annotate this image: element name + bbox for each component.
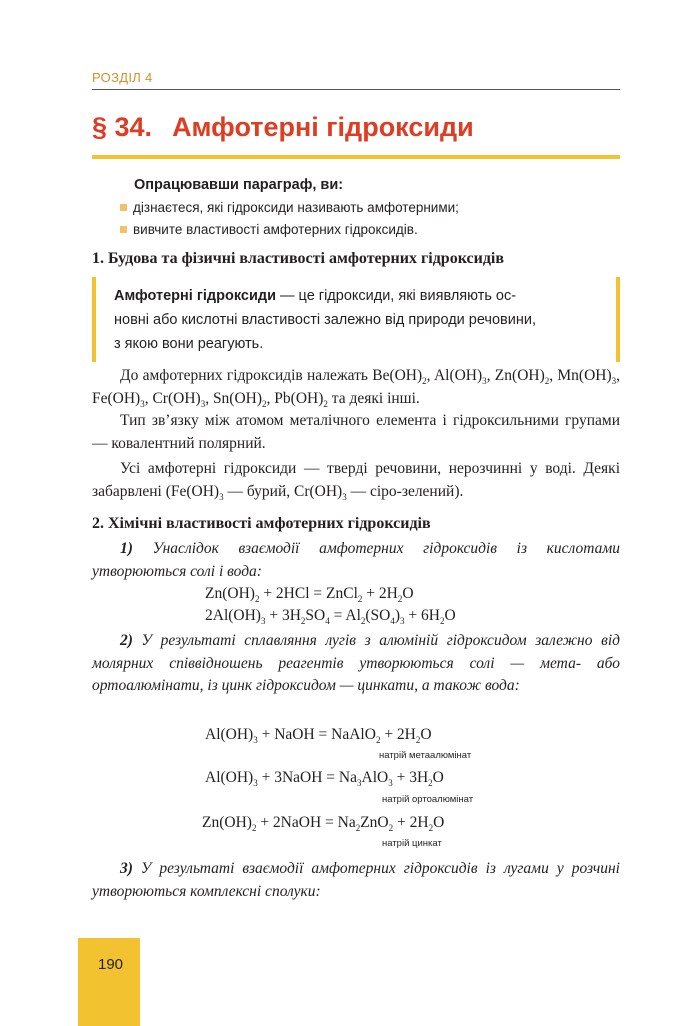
section-1-heading: 1. Будова та фізичні властивості амфотерних гідроксидів	[92, 250, 505, 267]
page-number: 190	[98, 956, 124, 973]
equation-4: $Al(OH)_3$ + 3NaOH = $Na_3AlO_3 + 3H_2O$	[205, 769, 444, 789]
section-label: РОЗДІЛ 4	[92, 70, 153, 85]
statement-1: 1) Унаслідок взаємодії амфотерних гідроксидів із кислотами утворюються солі і вода:	[92, 540, 620, 580]
definition-bar-left	[92, 277, 96, 362]
title-rule	[92, 155, 620, 159]
definition-text: Амфотерні гідроксиди — це гідроксиди, які виявляють ос- новні або кислотні властивості залежно від природи речовини, з якою вони реагують.	[114, 288, 536, 352]
equation-2: $2Al(OH)_3 + 3H_2SO_4 = Al_2(SO_4)_3 + 6H_2O$	[205, 607, 456, 627]
caption-orthoaluminate: натрій ортоалюмінат	[382, 794, 474, 805]
statement-2: 2) У результаті сплавляння лугів з алюміній гідроксидом залежно від молярних співвідношень реагентів утворюються солі — мета- або ортоалюмінати, із цинк гідроксидом — цинкати, а також вода:	[92, 632, 620, 694]
title-text: Амфотерні гідроксиди	[172, 112, 474, 142]
equation-1: $Zn(OH)_2 + 2HCl$ = ZnCl$_2$ + $2H_2O$	[205, 585, 414, 605]
definition-box	[92, 277, 620, 362]
intro-bullet: вивчите властивості амфотерних гідроксидів.	[120, 222, 418, 237]
intro-heading: Опрацювавши параграф, ви:	[134, 177, 344, 193]
header-rule	[92, 89, 620, 90]
section-2-heading: 2. Хімічні властивості амфотерних гідроксидів	[92, 515, 431, 532]
bullet-square-icon	[120, 204, 127, 211]
caption-zincate: натрій цинкат	[382, 838, 442, 849]
paragraph-bond-type: Тип зв’язку між атомом металічного елемента і гідроксильними групами — ковалентний полярний.	[92, 412, 620, 452]
statement-3: 3) У результаті взаємодії амфотерних гідроксидів із лугами у розчині утворюються комплексні сполуки:	[92, 860, 620, 900]
page-title	[92, 112, 474, 143]
paragraph-list-of-hydroxides: До амфотерних гідроксидів належать $Be(OH)_2$, $Al(OH)_3$, $Zn(OH)_2$, $Mn(OH)_3$, $Fe(OH)_3$, $Cr(OH)_3$, $Sn(OH)_2$, $Pb(OH)_2$ та деякі інші.	[92, 367, 621, 409]
equation-5: $Zn(OH)_2$ + 2NaOH = $Na_2ZnO_2 + 2H_2O$	[202, 814, 445, 834]
definition-bar-right	[616, 277, 620, 362]
page-number-tab	[78, 938, 140, 1026]
intro-bullet: дізнаєтеся, які гідроксиди називають амфотерними;	[120, 200, 459, 215]
equation-3: $Al(OH)_3$ + NaOH = NaAlO$_2$ + $2H_2O$	[205, 726, 432, 746]
bullet-square-icon	[120, 226, 127, 233]
paragraph-physical-props: Усі амфотерні гідроксиди — тверді речовини, нерозчинні у воді. Деякі забарвлені ($Fe(OH)_3$ — бурий, $Cr(OH)_3$ — сіро-зелений).	[92, 460, 620, 502]
caption-metaaluminate: натрій метаалюмінат	[379, 750, 472, 761]
paragraph-number: § 34.	[92, 112, 153, 142]
